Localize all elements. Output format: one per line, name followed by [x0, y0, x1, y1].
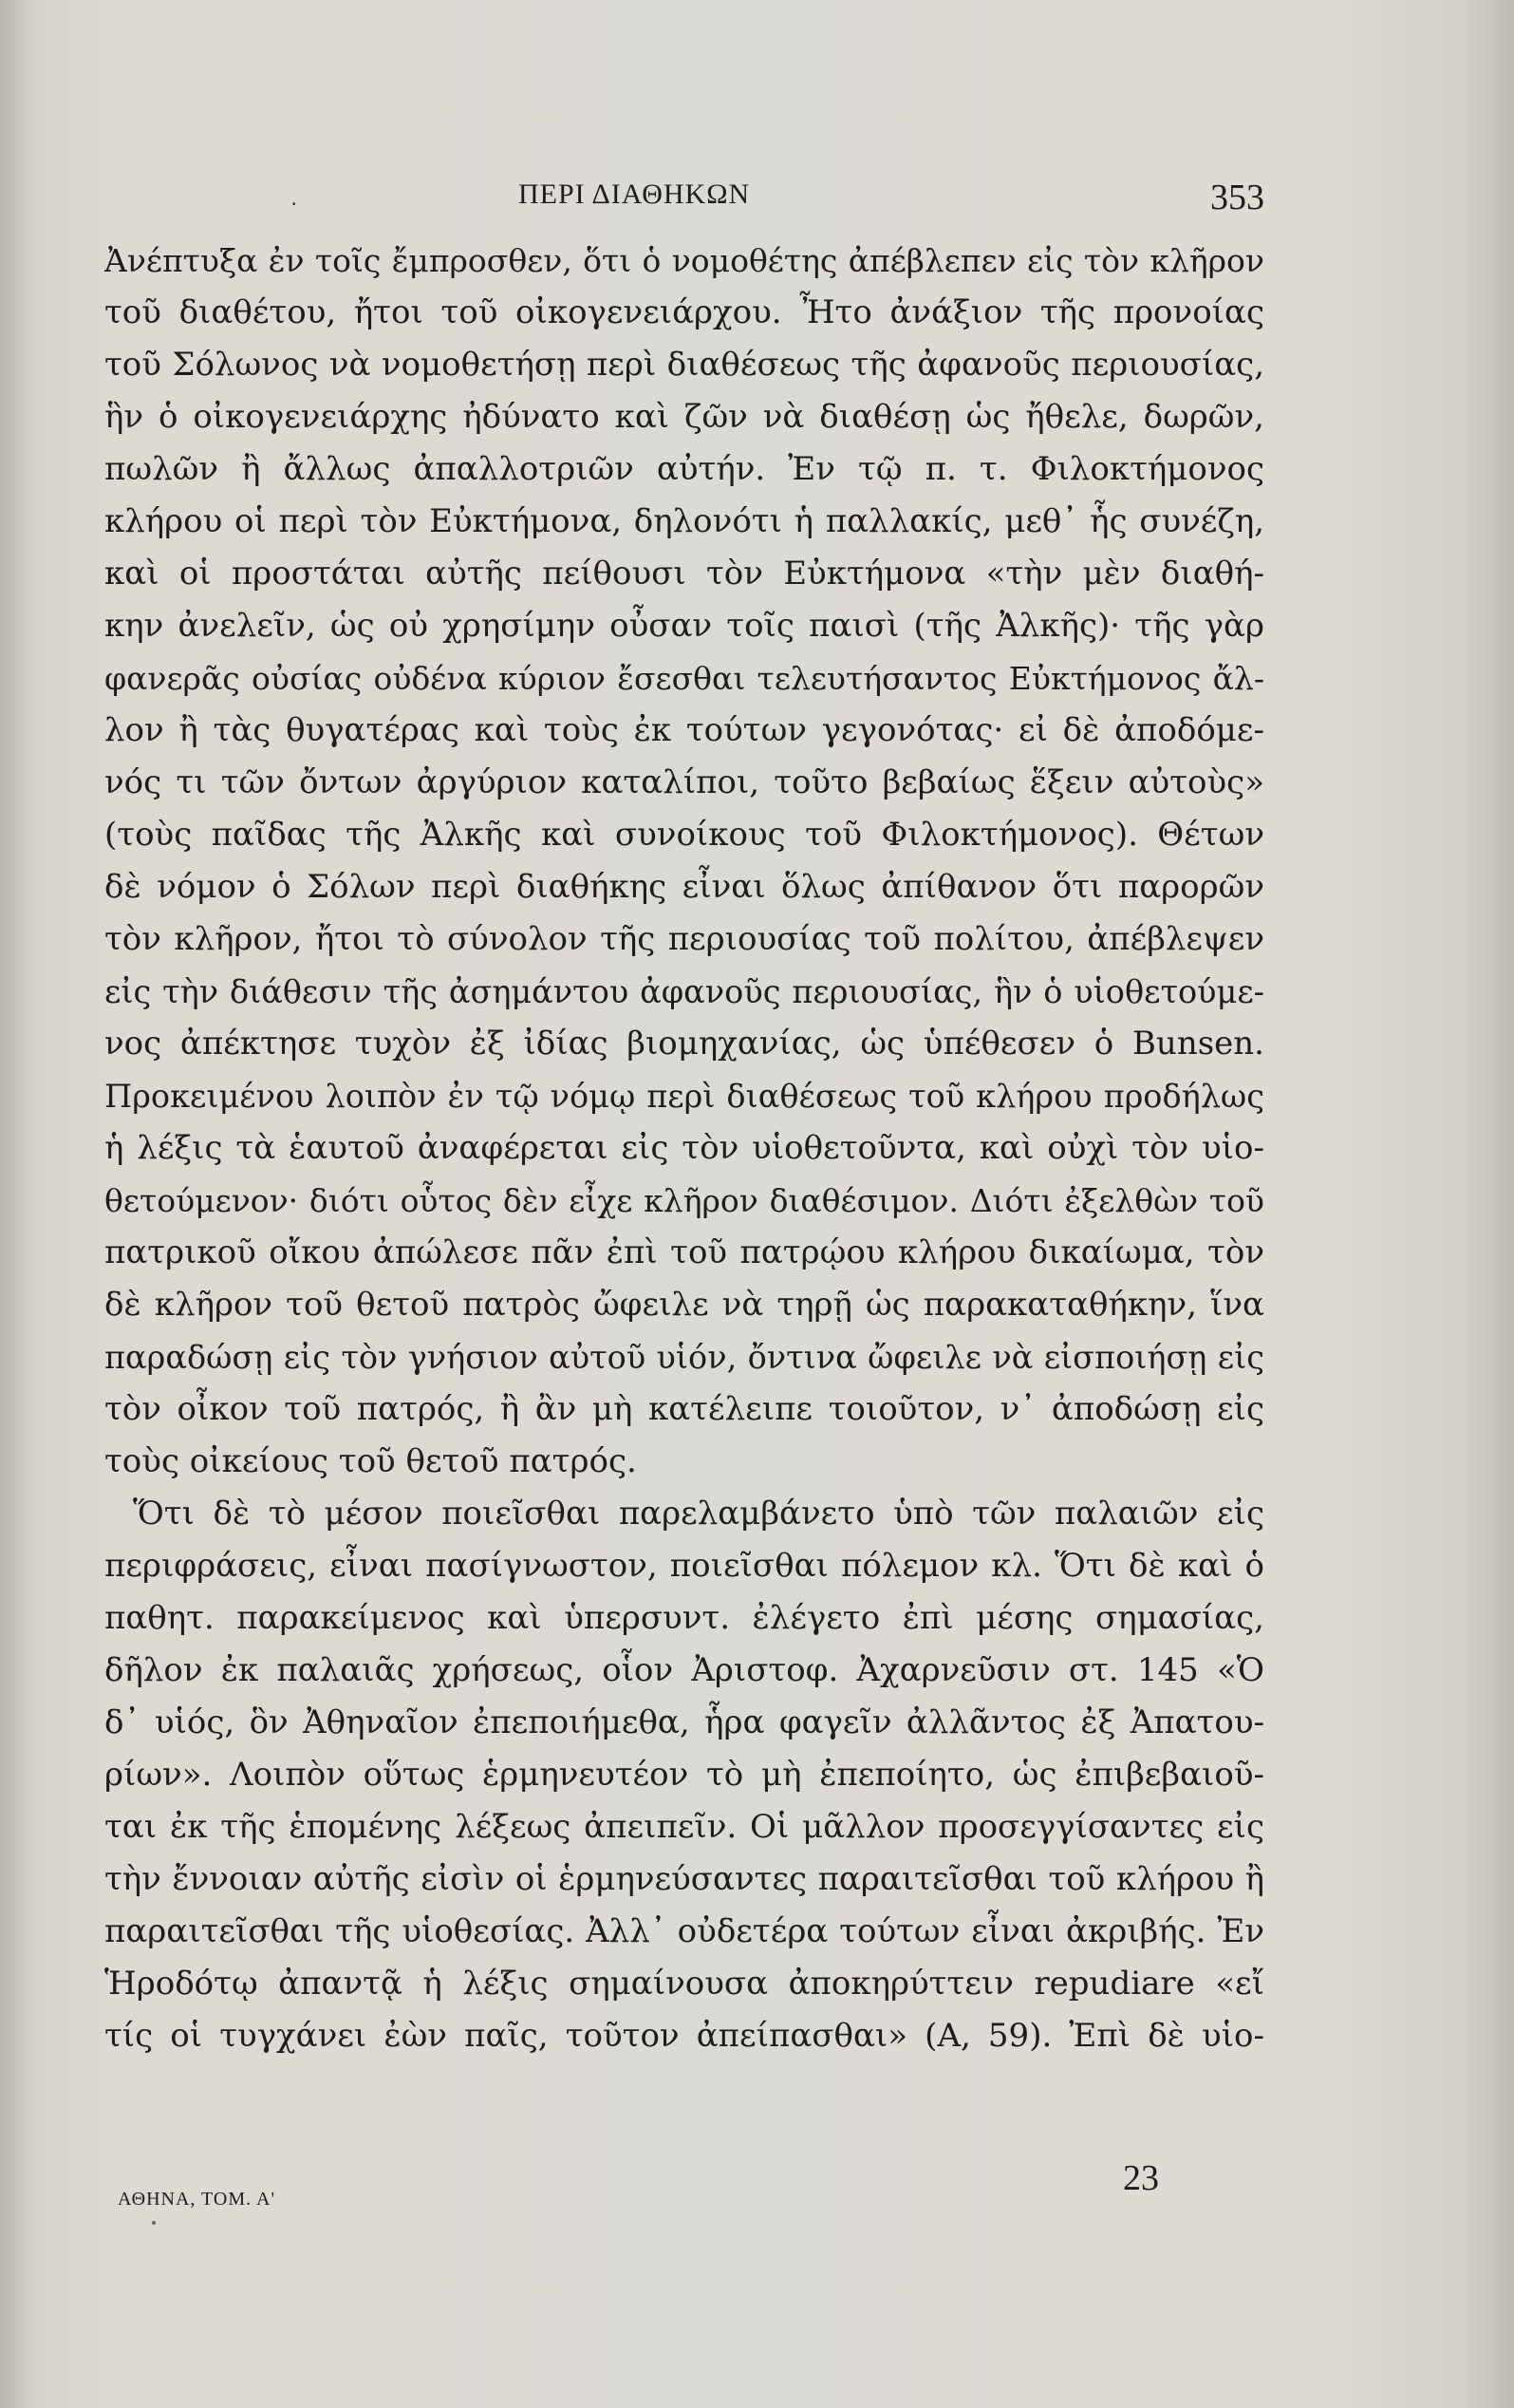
- text-line-17: Προκειμένου λοιπὸν ἐν τῷ νόμῳ περὶ διαθέσεως τοῦ κλήρου προδήλως: [104, 1078, 1264, 1115]
- header-dot: ·: [290, 192, 298, 216]
- text-line-30: ρίων». Λοιπὸν οὕτως ἑρμηνευτέον τὸ μὴ ἐπεποίητο, ὡς ἐπιβεβαιοῦ-: [104, 1756, 1264, 1794]
- text-line-33: παραιτεῖσθαι τῆς υἱοθεσίας. Ἀλλ᾽ οὐδετέρα τούτων εἶναι ἀκριβής. Ἐν: [104, 1912, 1264, 1950]
- text-line-29: δ᾽ υἱός, ὃν Ἀθηναῖον ἐπεποιήμεθα, ἧρα φαγεῖν ἀλλᾶντος ἐξ Ἀπατου-: [104, 1703, 1264, 1741]
- text-line-10: λον ἢ τὰς θυγατέρας καὶ τοὺς ἐκ τούτων γεγονότας· εἰ δὲ ἀποδόμε-: [104, 711, 1264, 749]
- text-line-15: εἰς τὴν διάθεσιν τῆς ἀσημάντου ἀφανοῦς περιουσίας, ἣν ὁ υἱοθετούμε-: [104, 973, 1264, 1010]
- text-line-18: ἡ λέξις τὰ ἑαυτοῦ ἀναφέρεται εἰς τὸν υἱοθετοῦντα, καὶ οὐχὶ τὸν υἱο-: [104, 1129, 1264, 1167]
- text-line-13: δὲ νόμον ὁ Σόλων περὶ διαθήκης εἶναι ὅλως ἀπίθανον ὅτι παρορῶν: [104, 868, 1264, 906]
- text-line-14: τὸν κλῆρον, ἤτοι τὸ σύνολον τῆς περιουσίας τοῦ πολίτου, ἀπέβλεψεν: [104, 920, 1264, 958]
- text-line-8: κην ἀνελεῖν, ὡς οὐ χρησίμην οὖσαν τοῖς παισὶ (τῆς Ἀλκῆς)· τῆς γὰρ: [104, 607, 1264, 645]
- text-line-28: δῆλον ἐκ παλαιᾶς χρήσεως, οἷον Ἀριστοφ. Ἀχαρνεῦσιν στ. 145 «Ὁ: [104, 1651, 1264, 1689]
- text-line-3: τοῦ Σόλωνος νὰ νομοθετήσῃ περὶ διαθέσεως τῆς ἀφανοῦς περιουσίας,: [104, 346, 1264, 384]
- page-number: 353: [1210, 178, 1264, 217]
- paper-speck: [152, 2221, 156, 2225]
- text-line-6: κλήρου οἱ περὶ τὸν Εὐκτήμονα, δηλονότι ἡ παλλακίς, μεθ᾽ ἧς συνέζη,: [104, 502, 1264, 540]
- text-line-4: ἣν ὁ οἰκογενειάρχης ἠδύνατο καὶ ζῶν νὰ διαθέσῃ ὡς ἤθελε, δωρῶν,: [104, 398, 1264, 436]
- text-line-22: παραδώσῃ εἰς τὸν γνήσιον αὐτοῦ υἱόν, ὄντινα ὤφειλε νὰ εἰσποιήσῃ εἰς: [104, 1339, 1264, 1376]
- text-line-35: τίς οἱ τυγχάνει ἐὼν παῖς, τοῦτον ἀπείπασθαι» (Α, 59). Ἐπὶ δὲ υἱο-: [104, 2017, 1264, 2055]
- running-title: ΠΕΡΙ ΔΙΑΘΗΚΩΝ: [518, 179, 751, 210]
- sheet-number: 23: [1123, 2158, 1159, 2198]
- text-line-25: Ὅτι δὲ τὸ μέσον ποιεῖσθαι παρελαμβάνετο ὑπὸ τῶν παλαιῶν εἰς: [133, 1495, 1264, 1533]
- text-line-12: (τοὺς παῖδας τῆς Ἀλκῆς καὶ συνοίκους τοῦ Φιλοκτήμονος). Θέτων: [104, 816, 1264, 854]
- signature-mark: ΑΘΗΝΑ, ΤΟΜ. Α': [118, 2189, 276, 2210]
- text-line-7: καὶ οἱ προστάται αὐτῆς πείθουσι τὸν Εὐκτήμονα «τὴν μὲν διαθή-: [104, 555, 1264, 593]
- text-line-27: παθητ. παρακείμενος καὶ ὑπερσυντ. ἐλέγετο ἐπὶ μέσης σημασίας,: [104, 1599, 1264, 1637]
- text-line-20: πατρικοῦ οἴκου ἀπώλεσε πᾶν ἐπὶ τοῦ πατρῴου κλήρου δικαίωμα, τὸν: [104, 1233, 1264, 1271]
- text-line-23: τὸν οἶκον τοῦ πατρός, ἢ ἂν μὴ κατέλειπε τοιοῦτον, ν᾽ ἀποδώσῃ εἰς: [104, 1390, 1264, 1428]
- text-line-11: νός τι τῶν ὄντων ἀργύριον καταλίποι, τοῦτο βεβαίως ἕξειν αὐτοὺς»: [104, 763, 1264, 801]
- text-line-19: θετούμενον· διότι οὗτος δὲν εἶχε κλῆρον διαθέσιμον. Διότι ἐξελθὼν τοῦ: [104, 1182, 1264, 1219]
- text-line-31: ται ἐκ τῆς ἑπομένης λέξεως ἀπειπεῖν. Οἱ μᾶλλον προσεγγίσαντες εἰς: [104, 1808, 1264, 1846]
- text-line-24: τοὺς οἰκείους τοῦ θετοῦ πατρός.: [104, 1442, 637, 1480]
- text-line-16: νος ἀπέκτησε τυχὸν ἐξ ἰδίας βιομηχανίας, ὡς ὑπέθεσεν ὁ Bunsen.: [104, 1025, 1264, 1063]
- text-line-32: τὴν ἔννοιαν αὐτῆς εἰσὶν οἱ ἑρμηνεύσαντες παραιτεῖσθαι τοῦ κλήρου ἢ: [104, 1860, 1264, 1898]
- text-line-21: δὲ κλῆρον τοῦ θετοῦ πατρὸς ὤφειλε νὰ τηρῇ ὡς παρακαταθήκην, ἵνα: [104, 1286, 1264, 1324]
- body-text: [104, 235, 1264, 2115]
- text-line-1: Ἀνέπτυξα ἐν τοῖς ἔμπροσθεν, ὅτι ὁ νομοθέτης ἀπέβλεπεν εἰς τὸν κλῆρον: [104, 242, 1264, 279]
- text-line-9: φανερᾶς οὐσίας οὐδένα κύριον ἔσεσθαι τελευτήσαντος Εὐκτήμονος ἄλ-: [104, 660, 1264, 697]
- text-line-2: τοῦ διαθέτου, ἤτοι τοῦ οἰκογενειάρχου. Ἦτο ἀνάξιον τῆς προνοίας: [104, 293, 1264, 331]
- text-line-5: πωλῶν ἢ ἄλλως ἀπαλλοτριῶν αὐτήν. Ἐν τῷ π. τ. Φιλοκτήμονος: [104, 450, 1264, 488]
- text-line-34: Ἡροδότῳ ἀπαντᾷ ἡ λέξις σημαίνουσα ἀποκηρύττειν repudiare «εἴ: [104, 1965, 1264, 2003]
- running-header: [104, 179, 1264, 216]
- text-line-26: περιφράσεις, εἶναι πασίγνωστον, ποιεῖσθαι πόλεμον κλ. Ὅτι δὲ καὶ ὁ: [104, 1547, 1264, 1585]
